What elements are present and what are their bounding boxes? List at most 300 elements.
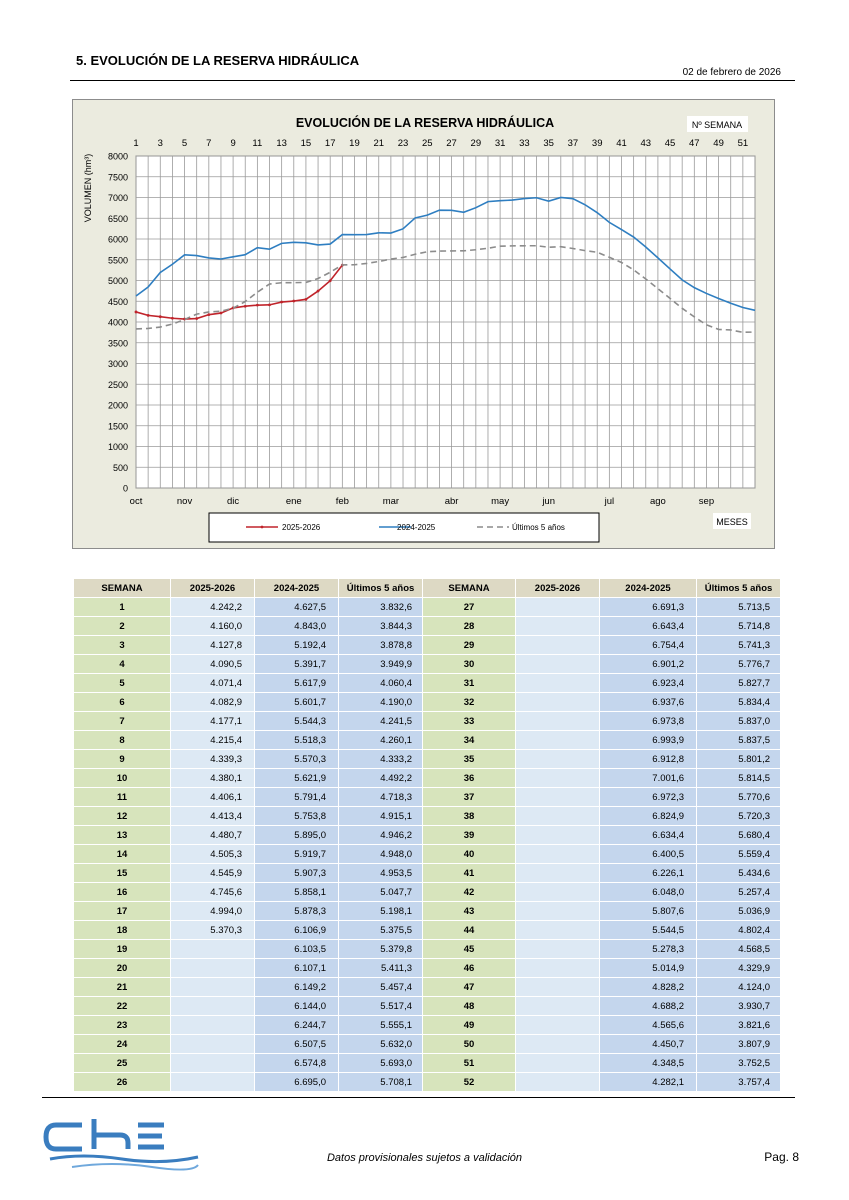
- week-cell: 24: [74, 1035, 171, 1054]
- value-cell: 5.559,4: [697, 845, 781, 864]
- value-cell: 4.333,2: [339, 750, 423, 769]
- value-cell: 4.915,1: [339, 807, 423, 826]
- week-cell: 23: [74, 1016, 171, 1035]
- value-cell: 5.278,3: [600, 940, 697, 959]
- week-cell: 38: [423, 807, 516, 826]
- value-cell: 4.802,4: [697, 921, 781, 940]
- value-cell: [171, 978, 255, 997]
- value-cell: 6.691,3: [600, 598, 697, 617]
- value-cell: 4.492,2: [339, 769, 423, 788]
- report-date: 02 de febrero de 2026: [682, 67, 781, 78]
- legend-label: 2024-2025: [397, 523, 436, 532]
- value-cell: 3.752,5: [697, 1054, 781, 1073]
- value-cell: 5.036,9: [697, 902, 781, 921]
- table-header-cell: SEMANA: [423, 579, 516, 598]
- value-cell: 5.770,6: [697, 788, 781, 807]
- value-cell: [516, 674, 600, 693]
- value-cell: 4.406,1: [171, 788, 255, 807]
- data-point: [280, 301, 283, 304]
- value-cell: 6.972,3: [600, 788, 697, 807]
- value-cell: [516, 959, 600, 978]
- week-cell: 33: [423, 712, 516, 731]
- value-cell: 6.824,9: [600, 807, 697, 826]
- value-cell: 5.895,0: [255, 826, 339, 845]
- data-point: [220, 312, 223, 315]
- week-tick-label: 9: [230, 138, 236, 149]
- table-row: [74, 693, 781, 712]
- week-cell: 45: [423, 940, 516, 959]
- value-cell: 4.124,0: [697, 978, 781, 997]
- y-tick-label: 2500: [107, 379, 128, 390]
- value-cell: 6.048,0: [600, 883, 697, 902]
- week-tick-label: 15: [300, 138, 312, 149]
- y-tick-label: 1000: [107, 442, 128, 452]
- value-cell: 4.329,9: [697, 959, 781, 978]
- data-point: [256, 304, 259, 307]
- data-point: [159, 315, 162, 318]
- value-cell: [516, 617, 600, 636]
- value-cell: [171, 959, 255, 978]
- table-row: [74, 788, 781, 807]
- value-cell: 5.370,3: [171, 921, 255, 940]
- week-cell: 47: [423, 978, 516, 997]
- table-header-cell: 2025-2026: [516, 579, 600, 598]
- value-cell: 4.953,5: [339, 864, 423, 883]
- value-cell: 4.082,9: [171, 693, 255, 712]
- y-tick-label: 500: [112, 462, 128, 473]
- y-tick-label: 0: [122, 483, 128, 494]
- value-cell: [516, 845, 600, 864]
- value-cell: 6.923,4: [600, 674, 697, 693]
- value-cell: 4.413,4: [171, 807, 255, 826]
- table-row: [74, 959, 781, 978]
- value-cell: 5.544,5: [600, 921, 697, 940]
- table-header-cell: SEMANA: [74, 579, 171, 598]
- week-cell: 28: [423, 617, 516, 636]
- table-row: [74, 617, 781, 636]
- data-point: [244, 305, 247, 308]
- week-cell: 15: [74, 864, 171, 883]
- value-cell: 5.411,3: [339, 959, 423, 978]
- value-cell: 6.634,4: [600, 826, 697, 845]
- y-tick-label: 4500: [107, 296, 128, 307]
- week-cell: 52: [423, 1073, 516, 1092]
- week-tick-label: 19: [349, 138, 360, 149]
- value-cell: 4.090,5: [171, 655, 255, 674]
- value-cell: 6.912,8: [600, 750, 697, 769]
- week-cell: 3: [74, 636, 171, 655]
- week-cell: 18: [74, 921, 171, 940]
- month-tick-label: jun: [542, 496, 556, 507]
- month-tick-label: sep: [698, 496, 715, 507]
- value-cell: 5.601,7: [255, 693, 339, 712]
- value-cell: [171, 1016, 255, 1035]
- header-divider: [70, 80, 795, 81]
- value-cell: 4.060,4: [339, 674, 423, 693]
- value-cell: 5.198,1: [339, 902, 423, 921]
- value-cell: [516, 655, 600, 674]
- value-cell: 5.391,7: [255, 655, 339, 674]
- week-cell: 41: [423, 864, 516, 883]
- week-cell: 32: [423, 693, 516, 712]
- y-tick-label: 7500: [107, 172, 128, 183]
- data-point: [135, 311, 138, 314]
- reserve-table: [73, 578, 781, 1092]
- value-cell: [516, 978, 600, 997]
- value-cell: 6.695,0: [255, 1073, 339, 1092]
- week-tick-label: 7: [206, 138, 212, 149]
- value-cell: 4.843,0: [255, 617, 339, 636]
- table-row: [74, 921, 781, 940]
- y-tick-label: 4000: [107, 317, 128, 328]
- value-cell: 6.103,5: [255, 940, 339, 959]
- value-cell: 3.821,6: [697, 1016, 781, 1035]
- value-cell: 5.570,3: [255, 750, 339, 769]
- value-cell: [171, 1035, 255, 1054]
- value-cell: [516, 883, 600, 902]
- week-cell: 19: [74, 940, 171, 959]
- value-cell: 4.450,7: [600, 1035, 697, 1054]
- week-tick-label: 37: [567, 138, 579, 149]
- week-cell: 27: [423, 598, 516, 617]
- value-cell: 6.149,2: [255, 978, 339, 997]
- week-tick-label: 29: [470, 138, 482, 149]
- value-cell: 5.791,4: [255, 788, 339, 807]
- value-cell: 6.106,9: [255, 921, 339, 940]
- value-cell: 5.834,4: [697, 693, 781, 712]
- value-cell: 4.260,1: [339, 731, 423, 750]
- value-cell: 6.754,4: [600, 636, 697, 655]
- value-cell: 3.807,9: [697, 1035, 781, 1054]
- value-cell: 4.242,2: [171, 598, 255, 617]
- month-tick-label: dic: [227, 496, 240, 507]
- week-tick-label: 13: [276, 138, 287, 149]
- week-cell: 1: [74, 598, 171, 617]
- week-cell: 7: [74, 712, 171, 731]
- week-cell: 50: [423, 1035, 516, 1054]
- value-cell: 5.457,4: [339, 978, 423, 997]
- value-cell: 4.190,0: [339, 693, 423, 712]
- value-cell: 6.901,2: [600, 655, 697, 674]
- value-cell: 4.177,1: [171, 712, 255, 731]
- table-header-cell: 2025-2026: [171, 579, 255, 598]
- table-row: [74, 674, 781, 693]
- value-cell: 5.837,0: [697, 712, 781, 731]
- value-cell: 4.505,3: [171, 845, 255, 864]
- value-cell: 4.480,7: [171, 826, 255, 845]
- table-row: [74, 655, 781, 674]
- value-cell: 4.282,1: [600, 1073, 697, 1092]
- week-cell: 17: [74, 902, 171, 921]
- value-cell: 5.555,1: [339, 1016, 423, 1035]
- value-cell: [516, 788, 600, 807]
- value-cell: 6.107,1: [255, 959, 339, 978]
- page-number: Pag. 8: [764, 1150, 799, 1164]
- week-tick-label: 1: [133, 138, 139, 149]
- table-row: [74, 864, 781, 883]
- table-header-row: [74, 579, 781, 598]
- value-cell: 5.858,1: [255, 883, 339, 902]
- value-cell: 3.949,9: [339, 655, 423, 674]
- value-cell: 5.741,3: [697, 636, 781, 655]
- week-cell: 2: [74, 617, 171, 636]
- data-point: [147, 314, 150, 317]
- value-cell: 5.801,2: [697, 750, 781, 769]
- table-row: [74, 978, 781, 997]
- week-cell: 43: [423, 902, 516, 921]
- value-cell: 5.827,7: [697, 674, 781, 693]
- table-header-cell: Últimos 5 años: [339, 579, 423, 598]
- table-header-cell: 2024-2025: [255, 579, 339, 598]
- week-cell: 49: [423, 1016, 516, 1035]
- week-tick-label: 49: [713, 138, 724, 149]
- data-point: [292, 300, 295, 303]
- value-cell: [171, 1073, 255, 1092]
- week-tick-label: 25: [422, 138, 433, 149]
- value-cell: 5.708,1: [339, 1073, 423, 1092]
- value-cell: 5.680,4: [697, 826, 781, 845]
- value-cell: 4.718,3: [339, 788, 423, 807]
- value-cell: [516, 1016, 600, 1035]
- months-label: MESES: [716, 517, 748, 527]
- value-cell: 3.757,4: [697, 1073, 781, 1092]
- month-tick-label: abr: [444, 496, 459, 507]
- value-cell: [516, 1035, 600, 1054]
- value-cell: 6.244,7: [255, 1016, 339, 1035]
- table-row: [74, 845, 781, 864]
- chart-title: EVOLUCIÓN DE LA RESERVA HIDRÁULICA: [295, 116, 555, 130]
- value-cell: 5.518,3: [255, 731, 339, 750]
- value-cell: [516, 636, 600, 655]
- table-row: [74, 1016, 781, 1035]
- value-cell: 4.946,2: [339, 826, 423, 845]
- value-cell: 6.937,6: [600, 693, 697, 712]
- value-cell: 5.878,3: [255, 902, 339, 921]
- value-cell: 4.627,5: [255, 598, 339, 617]
- data-point: [195, 317, 198, 320]
- data-point: [268, 303, 271, 306]
- value-cell: 5.192,4: [255, 636, 339, 655]
- value-cell: 3.844,3: [339, 617, 423, 636]
- value-cell: 4.071,4: [171, 674, 255, 693]
- data-point: [171, 317, 174, 320]
- value-cell: 5.919,7: [255, 845, 339, 864]
- value-cell: 3.832,6: [339, 598, 423, 617]
- week-cell: 37: [423, 788, 516, 807]
- table-row: [74, 826, 781, 845]
- value-cell: 5.379,8: [339, 940, 423, 959]
- value-cell: 5.047,7: [339, 883, 423, 902]
- week-cell: 9: [74, 750, 171, 769]
- value-cell: 5.720,3: [697, 807, 781, 826]
- value-cell: 5.693,0: [339, 1054, 423, 1073]
- y-tick-label: 6500: [107, 213, 128, 224]
- week-cell: 31: [423, 674, 516, 693]
- value-cell: 5.714,8: [697, 617, 781, 636]
- week-cell: 12: [74, 807, 171, 826]
- value-cell: [516, 693, 600, 712]
- value-cell: [516, 1073, 600, 1092]
- value-cell: 4.545,9: [171, 864, 255, 883]
- value-cell: 5.907,3: [255, 864, 339, 883]
- week-cell: 14: [74, 845, 171, 864]
- reserve-chart-svg: [73, 100, 776, 550]
- value-cell: 6.973,8: [600, 712, 697, 731]
- table-row: [74, 750, 781, 769]
- month-tick-label: ago: [649, 496, 666, 507]
- value-cell: 4.565,6: [600, 1016, 697, 1035]
- table-row: [74, 1035, 781, 1054]
- week-tick-label: 43: [640, 138, 652, 149]
- value-cell: 4.948,0: [339, 845, 423, 864]
- value-cell: [516, 902, 600, 921]
- week-cell: 26: [74, 1073, 171, 1092]
- y-tick-label: 1500: [107, 421, 128, 432]
- value-cell: 6.226,1: [600, 864, 697, 883]
- value-cell: 7.001,6: [600, 769, 697, 788]
- legend-label: Últimos 5 años: [512, 523, 565, 532]
- table-row: [74, 1054, 781, 1073]
- week-cell: 30: [423, 655, 516, 674]
- y-tick-label: 3500: [107, 338, 128, 349]
- week-cell: 44: [423, 921, 516, 940]
- value-cell: 4.241,5: [339, 712, 423, 731]
- week-tick-label: 45: [664, 138, 676, 149]
- value-cell: 6.144,0: [255, 997, 339, 1016]
- value-cell: 5.837,5: [697, 731, 781, 750]
- week-cell: 46: [423, 959, 516, 978]
- month-tick-label: feb: [335, 496, 349, 507]
- value-cell: 5.375,5: [339, 921, 423, 940]
- y-tick-label: 2000: [107, 400, 128, 411]
- table-row: [74, 636, 781, 655]
- week-cell: 35: [423, 750, 516, 769]
- week-tick-label: 33: [519, 138, 530, 149]
- section-title: 5. EVOLUCIÓN DE LA RESERVA HIDRÁULICA: [76, 53, 360, 68]
- value-cell: [516, 712, 600, 731]
- value-cell: [516, 997, 600, 1016]
- value-cell: 5.257,4: [697, 883, 781, 902]
- value-cell: 5.517,4: [339, 997, 423, 1016]
- week-tick-label: 31: [494, 138, 506, 149]
- value-cell: [171, 940, 255, 959]
- value-cell: 5.814,5: [697, 769, 781, 788]
- week-tick-label: 3: [157, 138, 163, 149]
- week-cell: 39: [423, 826, 516, 845]
- value-cell: 6.574,8: [255, 1054, 339, 1073]
- week-cell: 10: [74, 769, 171, 788]
- reserve-chart: [72, 99, 775, 549]
- value-cell: 4.745,6: [171, 883, 255, 902]
- month-tick-label: jul: [604, 496, 615, 507]
- value-cell: 4.688,2: [600, 997, 697, 1016]
- table-header-cell: Últimos 5 años: [697, 579, 781, 598]
- value-cell: 3.878,8: [339, 636, 423, 655]
- table-header-cell: 2024-2025: [600, 579, 697, 598]
- table-row: [74, 1073, 781, 1092]
- value-cell: 4.339,3: [171, 750, 255, 769]
- value-cell: 5.621,9: [255, 769, 339, 788]
- table-row: [74, 997, 781, 1016]
- value-cell: 5.632,0: [339, 1035, 423, 1054]
- value-cell: 5.434,6: [697, 864, 781, 883]
- y-tick-label: 6000: [107, 234, 128, 245]
- value-cell: [516, 1054, 600, 1073]
- value-cell: 3.930,7: [697, 997, 781, 1016]
- table-row: [74, 807, 781, 826]
- value-cell: 4.828,2: [600, 978, 697, 997]
- value-cell: 6.993,9: [600, 731, 697, 750]
- value-cell: [516, 769, 600, 788]
- value-cell: 5.753,8: [255, 807, 339, 826]
- week-tick-label: 35: [543, 138, 554, 149]
- week-cell: 29: [423, 636, 516, 655]
- month-tick-label: oct: [129, 496, 143, 507]
- data-point: [207, 313, 210, 316]
- week-cell: 20: [74, 959, 171, 978]
- legend-marker: [261, 526, 264, 529]
- y-tick-label: 3000: [107, 359, 128, 369]
- value-cell: [171, 997, 255, 1016]
- value-cell: [171, 1054, 255, 1073]
- value-cell: 6.400,5: [600, 845, 697, 864]
- value-cell: [516, 940, 600, 959]
- y-axis-label: VOLUMEN (hm³): [83, 153, 93, 223]
- table-row: [74, 902, 781, 921]
- data-point: [305, 298, 308, 301]
- week-cell: 51: [423, 1054, 516, 1073]
- data-point: [329, 279, 332, 282]
- table-row: [74, 598, 781, 617]
- table-row: [74, 712, 781, 731]
- table-row: [74, 883, 781, 902]
- week-cell: 48: [423, 997, 516, 1016]
- week-tick-label: 21: [373, 138, 385, 149]
- week-tick-label: 47: [689, 138, 700, 149]
- week-tick-label: 23: [397, 138, 409, 149]
- value-cell: 4.215,4: [171, 731, 255, 750]
- month-tick-label: nov: [176, 496, 193, 507]
- footer-divider: [42, 1097, 795, 1098]
- week-cell: 21: [74, 978, 171, 997]
- value-cell: [516, 598, 600, 617]
- table-row: [74, 769, 781, 788]
- week-cell: 34: [423, 731, 516, 750]
- week-tick-label: 51: [737, 138, 749, 149]
- footer-note: Datos provisionales sujetos a validación: [326, 1152, 523, 1164]
- week-tick-label: 5: [181, 138, 188, 149]
- value-cell: 6.507,5: [255, 1035, 339, 1054]
- value-cell: [516, 750, 600, 769]
- value-cell: 4.127,8: [171, 636, 255, 655]
- week-label: Nº SEMANA: [691, 120, 743, 130]
- value-cell: 4.348,5: [600, 1054, 697, 1073]
- month-tick-label: mar: [382, 496, 400, 507]
- value-cell: 5.776,7: [697, 655, 781, 674]
- value-cell: [516, 921, 600, 940]
- week-cell: 8: [74, 731, 171, 750]
- value-cell: 5.544,3: [255, 712, 339, 731]
- week-cell: 5: [74, 674, 171, 693]
- value-cell: 5.807,6: [600, 902, 697, 921]
- table-row: [74, 731, 781, 750]
- y-tick-label: 5000: [107, 276, 128, 286]
- week-cell: 42: [423, 883, 516, 902]
- week-cell: 4: [74, 655, 171, 674]
- y-tick-label: 8000: [107, 151, 128, 162]
- y-tick-label: 5500: [107, 255, 128, 266]
- week-tick-label: 27: [446, 138, 457, 149]
